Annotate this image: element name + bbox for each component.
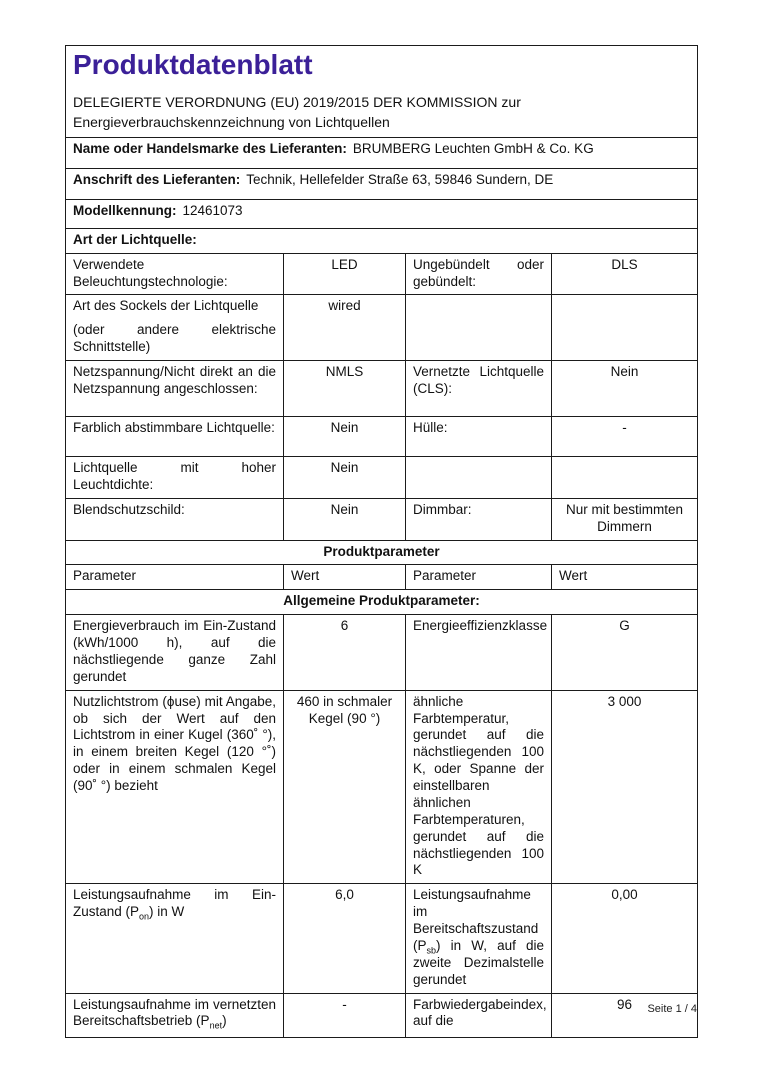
- param-value-cell: Nein: [284, 498, 406, 540]
- supplier-address-row: [66, 168, 698, 199]
- light-source-type-row: [66, 228, 698, 253]
- param-value-cell: DLS: [552, 253, 698, 295]
- param-label-cell: Ungebündelt oder gebündelt:: [406, 253, 552, 295]
- column-header-cell: Parameter: [66, 565, 284, 590]
- param-label-cell: [406, 457, 552, 499]
- model-id-label: Modellkennung:: [73, 202, 177, 218]
- param-label-cell: Art des Sockels der Lichtquelle (oder andere elektrische Schnittstelle): [66, 295, 284, 361]
- table-row: [66, 457, 698, 499]
- param-value-cell: 0,00: [552, 884, 698, 993]
- param-value-cell: [552, 457, 698, 499]
- param-value-cell: Nein: [284, 417, 406, 457]
- param-value-cell: wired: [284, 295, 406, 361]
- param-label-cell: [406, 295, 552, 361]
- title-row: [66, 46, 698, 138]
- param-label-cell: Netzspannung/Nicht direkt an die Netzspannung angeschlossen:: [66, 361, 284, 417]
- param-label-cell: Lichtquelle mit hoher Leuchtdichte:: [66, 457, 284, 499]
- param-label-cell: Dimmbar:: [406, 498, 552, 540]
- header-rows: [66, 46, 698, 254]
- param-label-cell: Nutzlichtstrom (ϕuse) mit Angabe, ob sich der Wert auf den Lichtstrom in einer Kugel (360˚ °), in einem breiten Kegel (120 °˚) oder in einem schmalen Kegel (90˚ °) bezieht: [66, 690, 284, 884]
- supplier-name-row: [66, 137, 698, 168]
- param-label-cell: Leistungsaufnahme im vernetzten Bereitschaftsbetrieb $(P_{net})$: [66, 993, 284, 1037]
- param-value-cell: G: [552, 615, 698, 691]
- table-row: [66, 540, 698, 565]
- supplier-address-label: Anschrift des Lieferanten:: [73, 171, 241, 187]
- param-label-cell: Vernetzte Lichtquelle (CLS):: [406, 361, 552, 417]
- param-value-cell: -: [552, 417, 698, 457]
- param-label-cell: Energieverbrauch im Ein-Zustand (kWh/1000 h), auf die nächstliegende ganze Zahl gerundet: [66, 615, 284, 691]
- param-label-cell: Leistungsaufnahme im Bereitschaftszustand $(P_{sb})$ in W, auf die zweite Dezimalstelle gerundet: [406, 884, 552, 993]
- param-label-cell: ähnliche Farbtemperatur, gerundet auf die nächstliegenden 100 K, oder Spanne der einstellbaren ähnlichen Farbtemperaturen, gerundet auf die nächstliegenden 100 K: [406, 690, 552, 884]
- supplier-name-value: BRUMBERG Leuchten GmbH & Co. KG: [352, 140, 594, 156]
- regulation-text: DELEGIERTE VERORDNUNG (EU) 2019/2015 DER KOMMISSION zur Energieverbrauchskennzeichnung von Lichtquellen: [73, 94, 521, 131]
- model-id-value: 12461073: [182, 202, 243, 218]
- light-source-type-label: Art der Lichtquelle:: [73, 231, 197, 247]
- param-value-cell: LED: [284, 253, 406, 295]
- page-footer: Seite 1 / 4: [647, 1003, 697, 1015]
- table-row: [66, 565, 698, 590]
- table-row: [66, 690, 698, 884]
- param-value-cell: 6: [284, 615, 406, 691]
- column-header-cell: Parameter: [406, 565, 552, 590]
- model-id-row: [66, 199, 698, 228]
- param-label-cell: Hülle:: [406, 417, 552, 457]
- table-row: [66, 253, 698, 295]
- table-row: [66, 361, 698, 417]
- supplier-name-label: Name oder Handelsmarke des Lieferanten:: [73, 140, 347, 156]
- param-value-cell: [552, 295, 698, 361]
- spec-table: [65, 45, 698, 1038]
- page-title: Produktdatenblatt: [73, 49, 313, 80]
- spec-table-body: [66, 253, 698, 1037]
- table-row: [66, 498, 698, 540]
- column-header-cell: Wert: [284, 565, 406, 590]
- table-row: [66, 295, 698, 361]
- supplier-address-value: Technik, Hellefelder Straße 63, 59846 Sundern, DE: [246, 171, 554, 187]
- table-row: [66, 993, 698, 1037]
- table-row: [66, 615, 698, 691]
- param-value-cell: Nein: [284, 457, 406, 499]
- param-value-cell: Nein: [552, 361, 698, 417]
- param-value-cell: 460 in schmaler Kegel (90 °): [284, 690, 406, 884]
- table-row: [66, 590, 698, 615]
- param-label-cell: Farbwiedergabeindex, auf die: [406, 993, 552, 1037]
- section-header-cell: Produktparameter: [66, 540, 698, 565]
- param-label-cell: Verwendete Beleuchtungstechnologie:: [66, 253, 284, 295]
- param-label-cell: Leistungsaufnahme im Ein-Zustand $(P_{on})$ in W: [66, 884, 284, 993]
- param-value-cell: 3 000: [552, 690, 698, 884]
- param-value-cell: NMLS: [284, 361, 406, 417]
- table-row: [66, 884, 698, 993]
- section-header-cell: Allgemeine Produktparameter:: [66, 590, 698, 615]
- column-header-cell: Wert: [552, 565, 698, 590]
- param-value-cell: -: [284, 993, 406, 1037]
- param-label-cell: Energieeffizienzklasse: [406, 615, 552, 691]
- param-value-cell: 6,0: [284, 884, 406, 993]
- param-value-cell: 96: [552, 993, 698, 1037]
- table-row: [66, 417, 698, 457]
- param-label-cell: Blendschutzschild:: [66, 498, 284, 540]
- param-value-cell: Nur mit bestimmten Dimmern: [552, 498, 698, 540]
- param-label-cell: Farblich abstimmbare Lichtquelle:: [66, 417, 284, 457]
